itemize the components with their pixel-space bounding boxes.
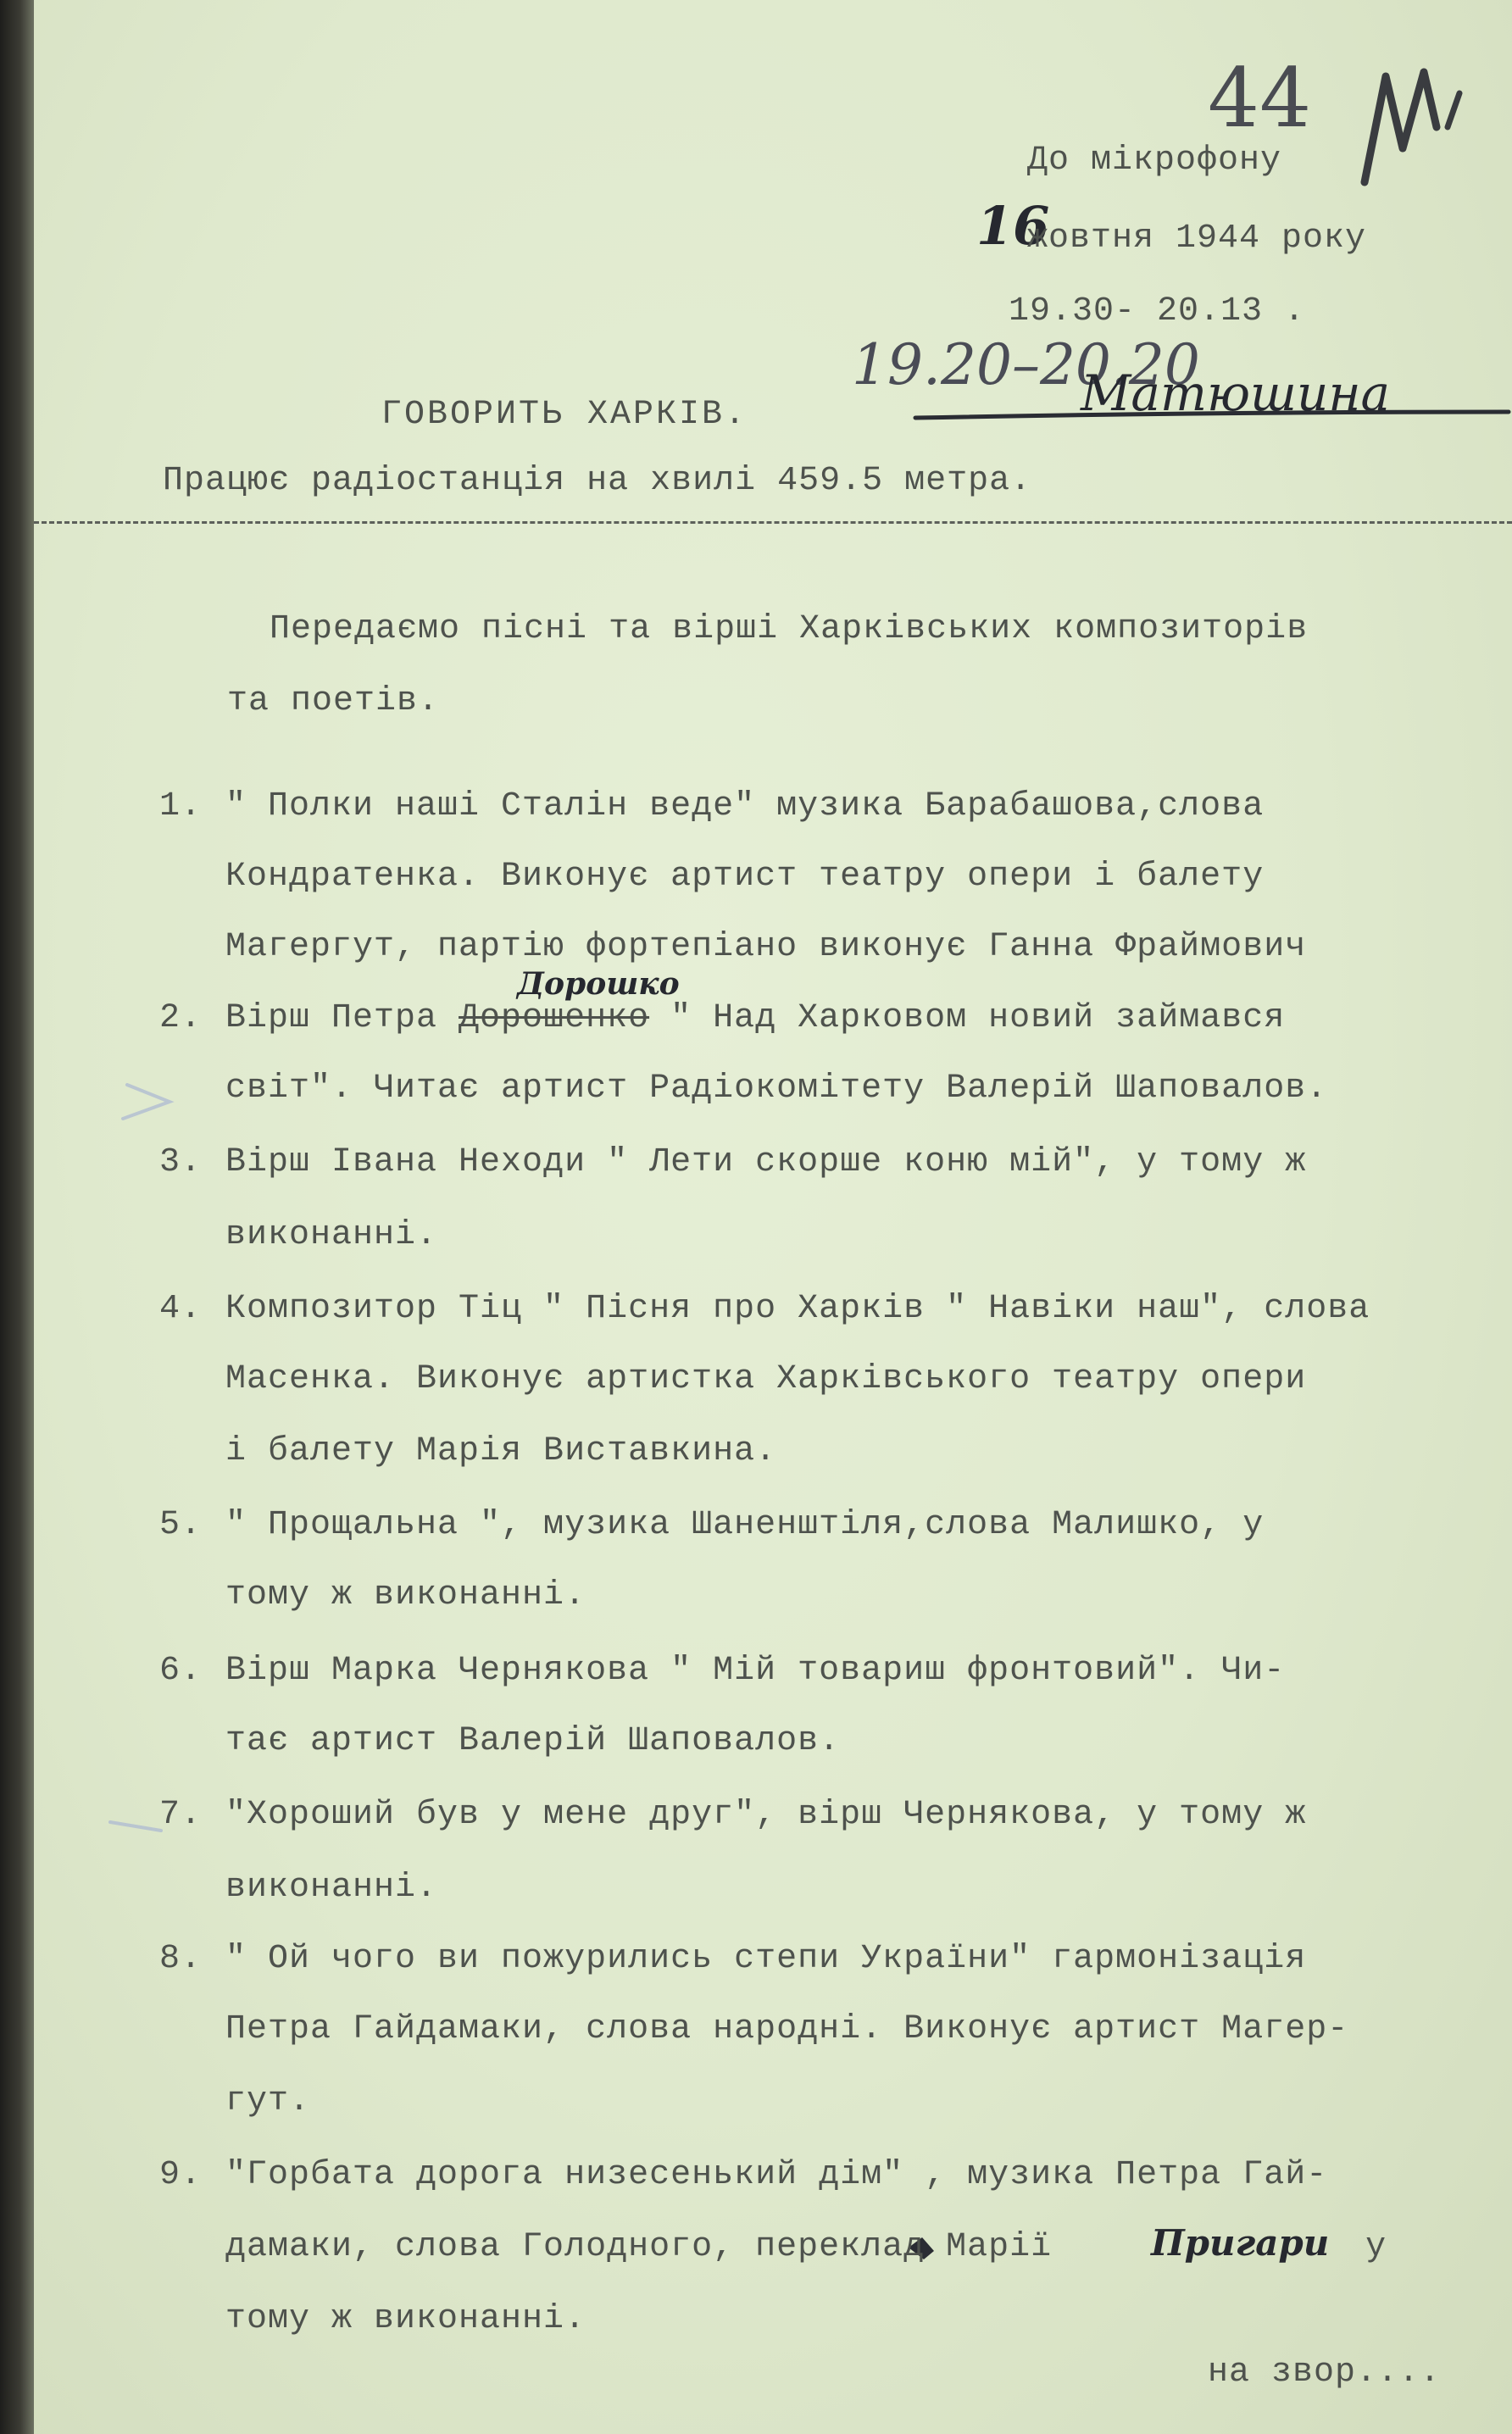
program-item-4-cont: і балету Марія Виставкина. xyxy=(225,1432,777,1470)
item-text: " Ой чого ви пожурились степи України" гармонізація xyxy=(225,1940,1307,1978)
program-item-4-cont: Масенка. Виконує артистка Харківського театру опери xyxy=(225,1360,1307,1398)
program-item-3-cont: виконанні. xyxy=(225,1216,438,1254)
item-number: 3. xyxy=(159,1143,203,1181)
item-text: "Хороший був у мене друг", вірш Чернякова, у тому ж xyxy=(225,1796,1307,1834)
struck-word: Дорошенко xyxy=(459,999,650,1037)
binding-edge xyxy=(0,0,34,2434)
header-date: жовтня 1944 року xyxy=(1027,220,1367,258)
program-item-9-cont xyxy=(225,2228,1387,2266)
intro-line: та поетів. xyxy=(227,682,440,720)
item-text: " Полки наші Сталін веде" музика Барабашова,слова xyxy=(225,787,1265,825)
intro-line: Передаємо пісні та вірші Харківських композиторів xyxy=(270,610,1309,648)
header-to-microphone: До мікрофону xyxy=(1027,142,1282,180)
item-number: 2. xyxy=(159,999,203,1037)
handwritten-date-day: 16 xyxy=(976,195,1050,257)
item-text: "Горбата дорога низесенький дім" , музика Петра Гай- xyxy=(225,2156,1328,2194)
item-text: " Прощальна ", музика Шаненштіля,слова Малишко, у xyxy=(225,1506,1265,1544)
item-number: 8. xyxy=(159,1940,203,1978)
item-text: Композитор Тіц " Пісня про Харків " Навіки наш", слова xyxy=(225,1290,1370,1328)
item-number: 4. xyxy=(159,1290,203,1328)
pencil-mark-dash xyxy=(1448,93,1459,127)
item-number: 5. xyxy=(159,1506,203,1544)
faint-margin-mark xyxy=(123,1085,170,1119)
header-time: 19.30- 20.13 . xyxy=(1009,292,1306,331)
item-text: " Над Харковом новий займався xyxy=(649,999,1286,1037)
program-item-1-cont: Кондратенка. Виконує артист театру опери і балету xyxy=(225,858,1265,896)
pencil-mark-letter xyxy=(1365,72,1437,182)
program-item-6-cont: тає артист Валерій Шаповалов. xyxy=(225,1722,841,1760)
program-item-5-cont: тому ж виконанні. xyxy=(225,1576,586,1614)
handwritten-time-correction: 19.20–20.20 xyxy=(852,332,1200,397)
program-item-2-cont: світ". Читає артист Радіокомітету Валерій Шаповалов. xyxy=(225,1070,1328,1108)
program-item-8-cont: Петра Гайдамаки, слова народні. Виконує артист Магер- xyxy=(225,2010,1349,2048)
program-item-9-cont: тому ж виконанні. xyxy=(225,2300,586,2338)
program-item-4 xyxy=(159,1292,1370,1326)
handwritten-signature: Матюшина xyxy=(1081,364,1391,422)
wavelength-line: Працює радіостанція на хвилі 459.5 метра. xyxy=(163,462,1032,500)
item-text: у xyxy=(1344,2228,1387,2266)
program-item-9 xyxy=(159,2156,1328,2194)
item-number: 7. xyxy=(159,1796,203,1834)
handwritten-name-doroshko: Дорошко xyxy=(517,966,680,1002)
program-item-8 xyxy=(159,1942,1306,1976)
program-item-1-cont: Магергут, партію фортепіано виконує Ганна Фраймович xyxy=(225,928,1307,966)
dashed-separator xyxy=(34,521,1512,524)
program-item-6 xyxy=(159,1654,1285,1688)
item-text: дамаки, слова Голодного, переклад Марії xyxy=(225,2228,1074,2266)
program-item-5 xyxy=(159,1506,1265,1544)
page-number-mark: 44 xyxy=(1208,51,1312,146)
item-number: 1. xyxy=(159,787,203,825)
document-title: ГОВОРИТЬ ХАРКІВ. xyxy=(381,396,748,434)
handwritten-name-prygary: Пригари xyxy=(1151,2222,1330,2264)
archive-document-page xyxy=(34,0,1512,2434)
program-item-2 xyxy=(159,999,1286,1037)
continued-overleaf: на звор.... xyxy=(1208,2353,1442,2392)
program-item-7 xyxy=(159,1798,1306,1832)
item-text: Вірш Марка Чернякова " Мій товариш фронтовий". Чи- xyxy=(225,1652,1286,1690)
item-text: Вірш Петра xyxy=(225,999,459,1037)
item-number: 6. xyxy=(159,1652,203,1690)
program-item-1 xyxy=(159,787,1265,825)
program-item-3 xyxy=(159,1143,1307,1181)
program-item-8-cont: гут. xyxy=(225,2082,311,2120)
item-number: 9. xyxy=(159,2156,203,2194)
program-item-7-cont: виконанні. xyxy=(225,1869,438,1907)
faint-margin-mark xyxy=(110,1822,161,1831)
item-text: Вірш Івана Неходи " Лети скорше коню мій", у тому ж xyxy=(225,1143,1307,1181)
